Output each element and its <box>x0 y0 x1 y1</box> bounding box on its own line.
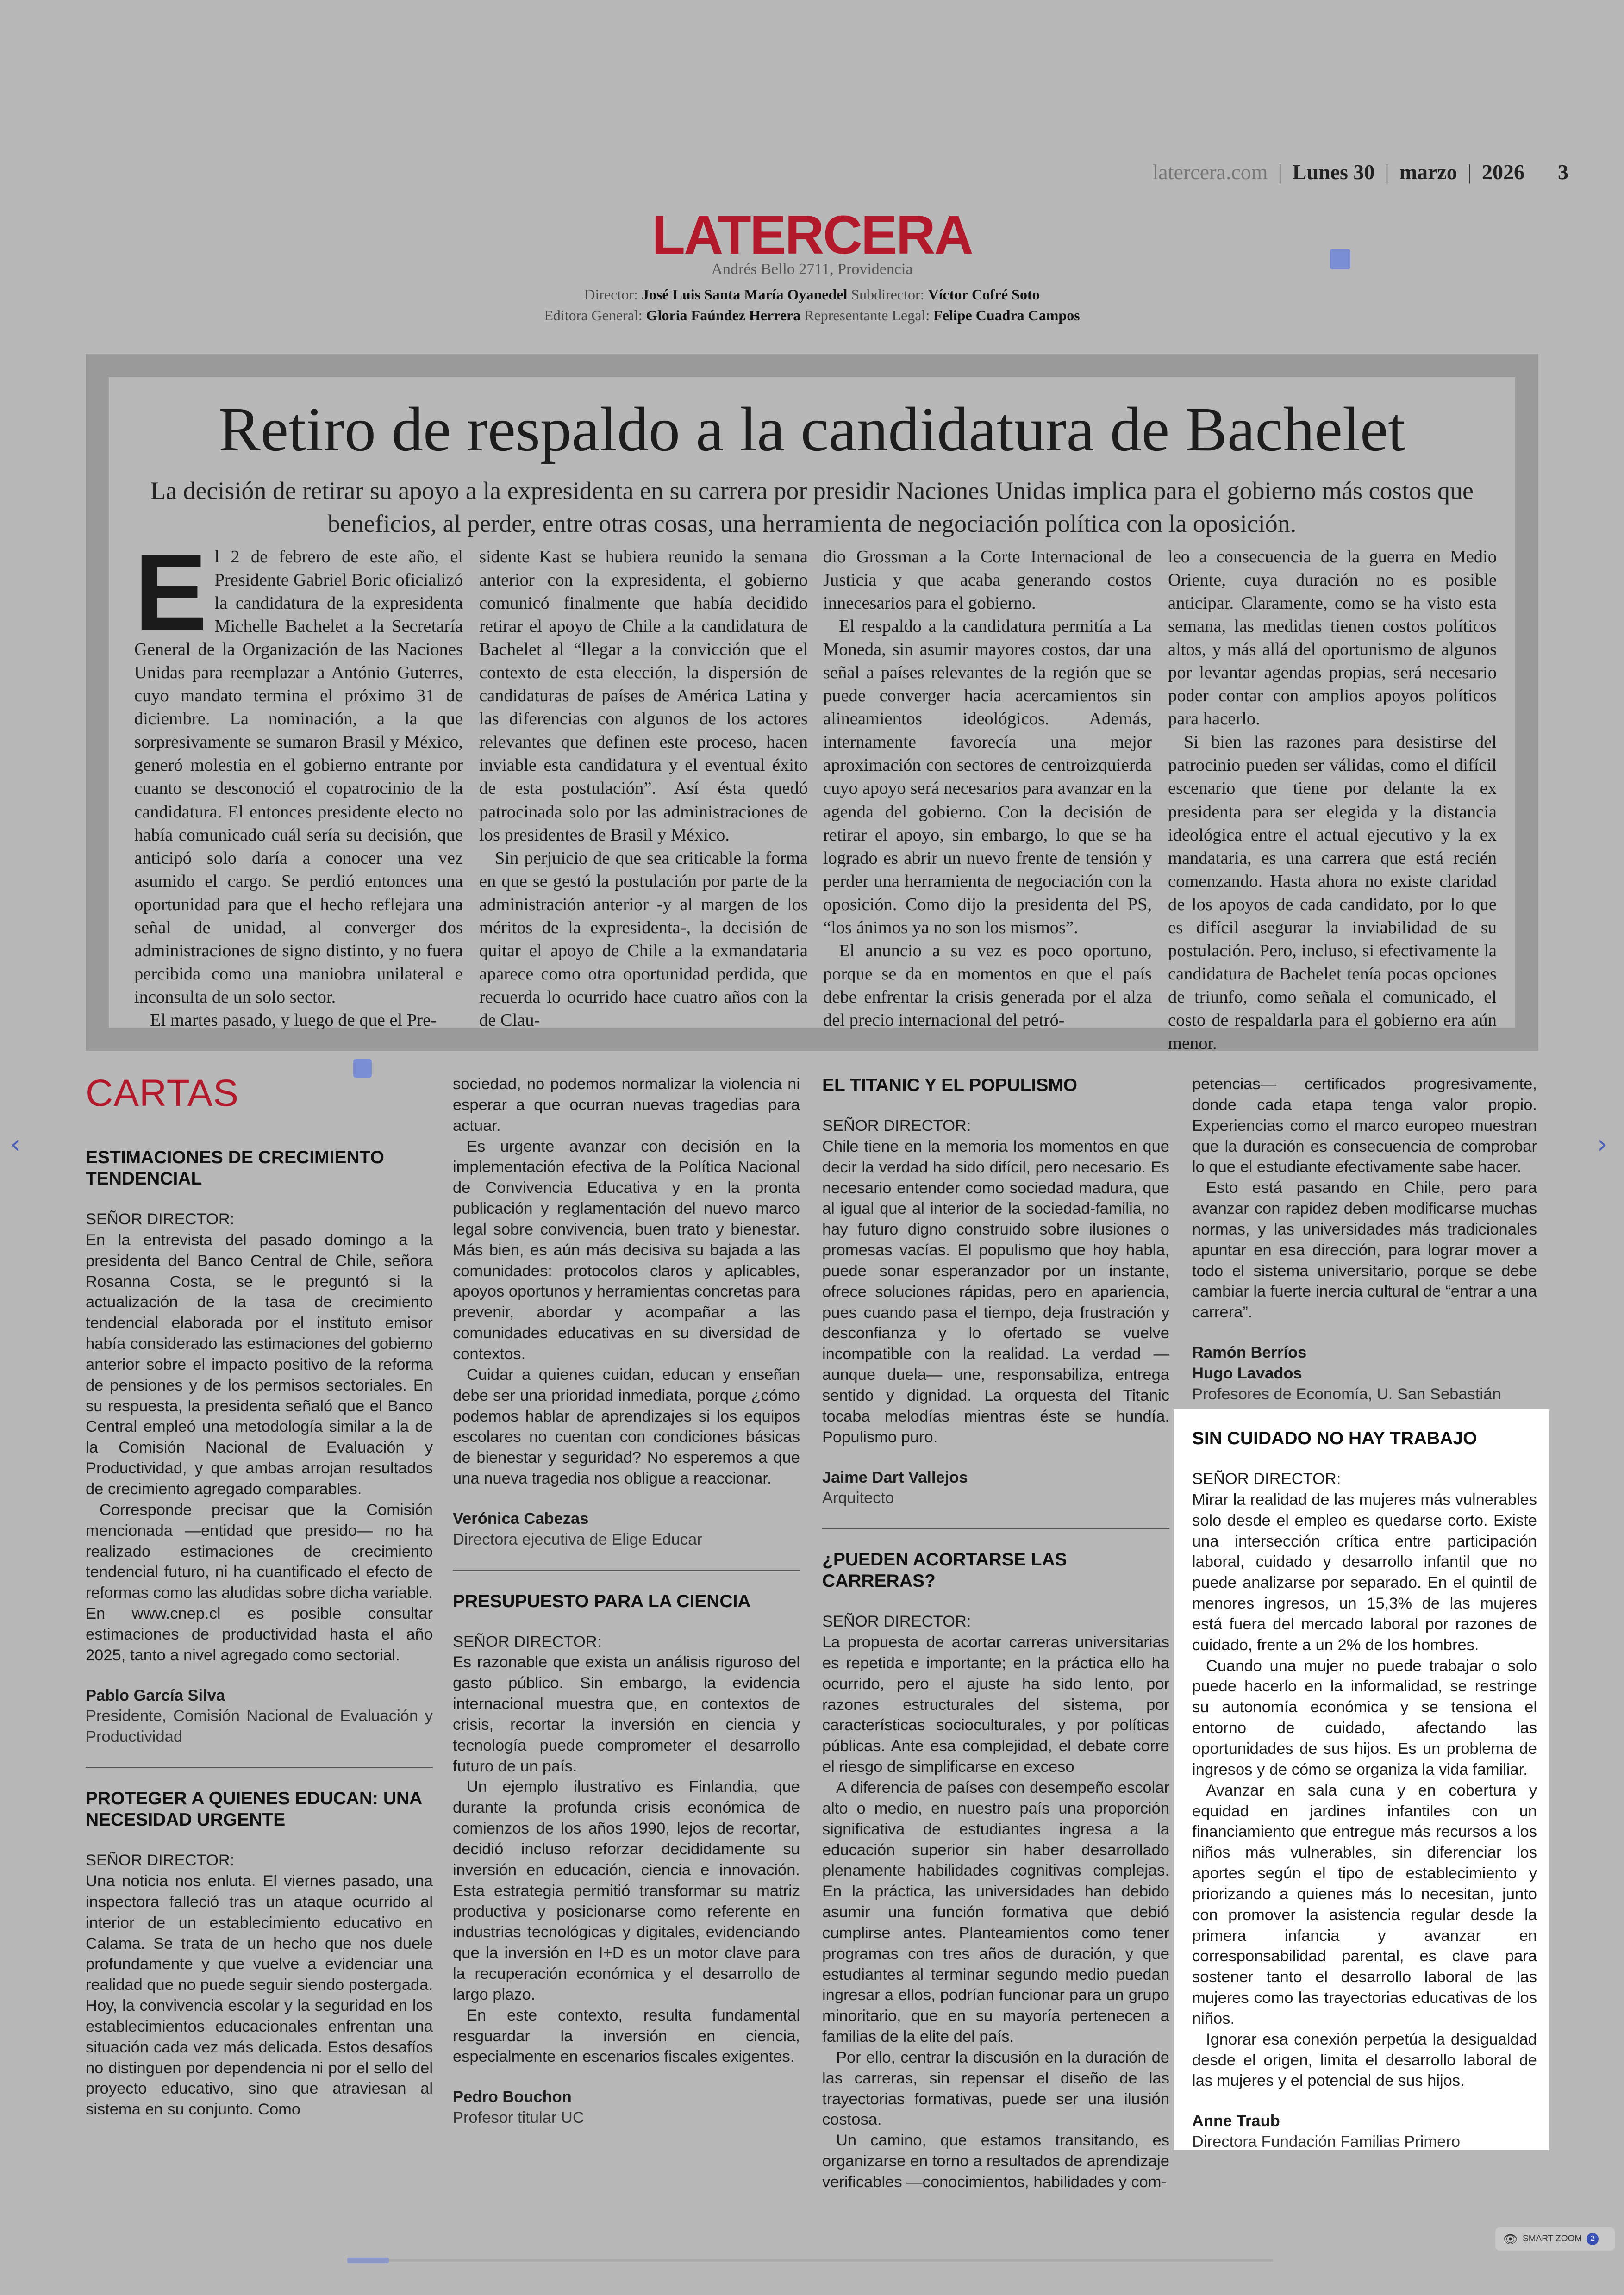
letter-paragraph: Cuidar a quienes cuidan, educan y enseñan debe ser una prioridad inmediata, porque ¿cómo podemos hablar de aprendizajes si los equipos escolares no cuentan con condiciones básicas de bienestar y seguridad? No esperemos a que una nueva tragedia nos obligue a reaccionar. <box>453 1366 800 1488</box>
letter-author-role: Presidente, Comisión Nacional de Evaluación y Productividad <box>86 1707 433 1746</box>
editorial-column-3 <box>823 545 1152 1032</box>
newspaper-logo: LATERCERA <box>652 205 972 266</box>
letter-title: ¿PUEDEN ACORTARSE LAS CARRERAS? <box>822 1550 1067 1591</box>
letter-author-role: Directora ejecutiva de Elige Educar <box>453 1530 702 1548</box>
letter-paragraph: Cuando una mujer no puede trabajar o solo puede hacerlo en la informalidad, se restringe su autonomía económica y se tensiona el entorno de cuidado, afectando las oportunidades de sus hijos. Es un problema de ingresos y de cómo se organiza la vida familiar. <box>1192 1657 1537 1778</box>
editorial-paragraph: El 2 de febrero de este año, el Presidente Gabriel Boric oficializó la candidatura de la expresidenta Michelle Bachelet a la Secretaría General de la Organización de las Naciones Unidas para reemplazar a António Guterres, cuyo mandato termina el próximo 31 de diciembre. La nominación, a la que sorpresivamente se sumaron Brasil y México, generó molestia en el gobierno entrante por cuanto se desconoció el copatrocinio de la candidatura. El entonces presidente electo no había comunicado cuál sería su decisión, que anticipó solo daría a conocer una vez asumido el cargo. Se perdió entonces una oportunidad para que el hecho reflejara una señal de unidad, al converger dos administraciones de signo distinto, y no fuera percibida como una maniobra unilateral e inconsulta de un solo sector. <box>134 531 463 1007</box>
letter-title: PROTEGER A QUIENES EDUCAN: UNA NECESIDAD URGENTE <box>86 1789 422 1830</box>
eye-icon: 👁 <box>1503 2232 1518 2246</box>
salutation: SEÑOR DIRECTOR: <box>86 1210 235 1229</box>
salutation: SEÑOR DIRECTOR: <box>86 1852 235 1870</box>
staff-line-2: Editora General: Gloria Faúndez Herrera Representante Legal: Felipe Cuadra Campos <box>544 307 1080 324</box>
letter-author-role: Arquitecto <box>822 1489 894 1507</box>
letter-paragraph: A diferencia de países con desempeño escolar alto o medio, en nuestro país una proporción significativa de estudiantes ingresa a la educación superior sin haber desarrollado plenamente habilidades cognitivas complejas. En la práctica, las universidades han debido asumir una función formativa que debió cumplirse antes. Planteamientos como tener programas con tres años de duración, y que estudiantes al terminar segundo medio puedan ingresar a ellos, podrían funcionar para un grupo minoritario, que en su mayoría pertenecen a familias de la elite del país. <box>822 1778 1169 2046</box>
divider <box>86 1767 433 1768</box>
smart-zoom-badge: 2 <box>1587 2233 1599 2245</box>
salutation: SEÑOR DIRECTOR: <box>822 1613 971 1631</box>
letter-title: ESTIMACIONES DE CRECIMIENTO TENDENCIAL <box>86 1148 385 1189</box>
bookmark-flag-icon[interactable] <box>353 1059 372 1078</box>
letter-author: Jaime Dart Vallejos <box>822 1468 968 1486</box>
editorial-title: Retiro de respaldo a la candidatura de Bachelet <box>219 395 1405 464</box>
letter-paragraph: Ignorar esa conexión perpetúa la desigualdad desde el origen, limita el desarrollo laboral de las mujeres y el potencial de sus hijos. <box>1192 2030 1537 2090</box>
letters-column-4-box <box>1192 1428 1537 2152</box>
letter-paragraph: Un ejemplo ilustrativo es Finlandia, que durante la profunda crisis económica de comienzos de los años 1990, lejos de recortar, decidió incluso reforzar decididamente su inversión en educación, ciencia e innovación. Esta estrategia permitió transformar su matriz productiva y posicionarse como referente en industrias tecnológicas y digitales, evidenciando que la inversión en I+D es un motor clave para la recuperación económica y el desarrollo de largo plazo. <box>453 1778 800 2003</box>
letter-author-role: Directora Fundación Familias Primero <box>1192 2133 1461 2151</box>
editorial-paragraph: El martes pasado, y luego de que el Pre- <box>150 1010 437 1030</box>
editorial-deck: La decisión de retirar su apoyo a la expresidenta en su carrera por presidir Naciones Unidas implica para el gobierno más costos que beneficios, al perder, entre otras cosas, una herramienta de negociación política con la oposición. <box>150 477 1474 538</box>
date-bar: latercera.com | Lunes 30 | marzo | 2026 3 <box>1152 160 1568 184</box>
chevron-left-icon[interactable]: ‹ <box>10 1129 21 1160</box>
letter-title: PRESUPUESTO PARA LA CIENCIA <box>453 1591 751 1611</box>
drop-cap: E <box>134 531 207 654</box>
section-title-cartas: CARTAS <box>86 1072 239 1114</box>
address: Andrés Bello 2711, Providencia <box>711 261 913 278</box>
date-year: 2026 <box>1482 160 1524 184</box>
letter-author-role: Profesores de Economía, U. San Sebastián <box>1192 1385 1501 1403</box>
letter-paragraph: Mirar la realidad de las mujeres más vulnerables solo desde el empleo es quedarse corto. Existe una intersección crítica entre participación laboral, cuidado y desarrollo infantil que no puede analizarse por separado. En el quintil de menores ingresos, un 15,3% de las mujeres está fuera del mercado laboral por razones de cuidado, frente a un 2% de los hombres. <box>1192 1491 1537 1654</box>
letter-author-role: Profesor titular UC <box>453 2109 584 2127</box>
letter-paragraph: Por ello, centrar la discusión en la duración de las carreras, sin repensar el diseño de las trayectorias formativas, puede ser una ilusión costosa. <box>822 2048 1169 2129</box>
smart-zoom-button[interactable] <box>1495 2227 1615 2251</box>
letter-title: SIN CUIDADO NO HAY TRABAJO <box>1192 1428 1477 1448</box>
editorial-paragraph: sidente Kast se hubiera reunido la semana anterior con la expresidenta, el gobierno comunicó finalmente que había decidido retirar el apoyo de Chile a la candidatura de Bachelet al “llegar a la convicción que el contexto de esta elección, la dispersión de candidaturas de países de América Latina y las diferencias con algunos de los actores relevantes que definen este proceso, hacen inviable esta candidatura y el eventual éxito de esta postulación”. Así ésta quedó patrocinada solo por las administraciones de los presidentes de Brasil y México. <box>479 547 808 845</box>
letter-paragraph: Es razonable que exista un análisis riguroso del gasto público. Sin embargo, la evidencia internacional muestra que, en contextos de crisis, recortar la inversión en ciencia y tecnología puede comprometer el desarrollo futuro de un país. <box>453 1653 800 1775</box>
bookmark-flag-icon[interactable] <box>1330 249 1350 269</box>
letter-author: Ramón Berríos <box>1192 1344 1307 1362</box>
chevron-right-icon[interactable]: › <box>1597 1129 1608 1160</box>
scrollbar-thumb[interactable] <box>347 2258 389 2263</box>
letter-paragraph: petencias— certificados progresivamente, donde cada etapa tenga valor propio. Experiencias como el marco europeo muestran que la duración es consecuencia de comprobar lo que el estudiante efectivamente sabe hacer. <box>1192 1075 1537 1176</box>
letter-paragraph: Es urgente avanzar con decisión en la implementación efectiva de la Política Nacional de Convivencia Educativa y en la pronta publicación y reglamentación del nuevo marco legal sobre convivencia, buen trato y bienestar. Más bien, es aún más decisiva su bajada a las comunidades: protocolos claros y aplicables, apoyos oportunos y herramientas concretas para prevenir, abordar y acompañar a las comunidades educativas en su diversidad de contextos. <box>453 1137 800 1363</box>
letter-paragraph: En este contexto, resulta fundamental resguardar la inversión en ciencia, especialmente en escenarios fiscales exigentes. <box>453 2006 800 2066</box>
divider <box>822 1528 1169 1529</box>
letter-paragraph: Un camino, que estamos transitando, es organizarse en torno a resultados de aprendizaje verificables —conocimientos, habilidades y com- <box>822 2132 1169 2191</box>
salutation: SEÑOR DIRECTOR: <box>1192 1470 1341 1488</box>
letter-author: Pedro Bouchon <box>453 2088 572 2106</box>
letter-paragraph: sociedad, no podemos normalizar la violencia ni esperar a que ocurran nuevas tragedias para actuar. <box>453 1075 800 1135</box>
letter-title: EL TITANIC Y EL POPULISMO <box>822 1075 1078 1095</box>
letter-paragraph: La propuesta de acortar carreras universitarias es repetida e importante; en la práctica ello ha ocurrido, pero el ajuste ha sido lento, por razones estructurales del sistema, por características socioculturales, y por políticas públicas. Ante esa complejidad, el debate corre el riesgo de simplificarse en exceso <box>822 1634 1169 1776</box>
letter-paragraph: Una noticia nos enluta. El viernes pasado, una inspectora falleció tras un ataque ocurrido al interior de un establecimiento educativo en Calama. Se trata de un hecho que nos duele profundamente y que vuelve a evidenciar una realidad que no puede seguir siendo postergada. Hoy, la convivencia escolar y la seguridad en los establecimientos educacionales enfrentan una situación cada vez más delicada. Estos desafíos no distinguen por dependencia ni por el sello del proyecto educativo, sino que atraviesan al sistema en su conjunto. Como <box>86 1872 433 2119</box>
editorial-column-4 <box>1168 545 1497 1055</box>
editorial-paragraph: dio Grossman a la Corte Internacional de Justicia y que acaba generando costos innecesarios para el gobierno. <box>823 547 1152 613</box>
letter-paragraph: Avanzar en sala cuna y en cobertura y equidad en jardines infantiles con un financiamiento que entregue más recursos a los niños más vulnerables, sin diferenciar los aportes según el tipo de establecimiento y priorizando a quienes más lo necesitan, junto con promover la asistencia regular desde la primera infancia y avanzar en corresponsabilidad parental, es clave para sostener tanto el desarrollo laboral de las mujeres como las trayectorias educativas de los niños. <box>1192 1781 1537 2027</box>
letters-column-1 <box>86 1147 433 2120</box>
page-scrollbar[interactable] <box>347 2259 1273 2262</box>
editorial-paragraph: El respaldo a la candidatura permitía a La Moneda, sin asumir mayores costos, dar una señal a países relevantes de la región que se puede converger hacia acercamientos sin alineamientos ideológicos. Además, internamente favorecía una mejor aproximación con sectores de centroizquierda cuyo apoyo será necesarios para avanzar en la agenda del gobierno. Con la decisión de retirar el apoyo, sin embargo, lo que se ha logrado es abrir un nuevo frente de tensión y perder una herramienta de negociación con la oposición. Como dijo la presidenta del PS, “los ánimos ya no son los mismos”. <box>823 617 1152 937</box>
site-name: latercera.com <box>1152 160 1268 184</box>
letters-column-2 <box>453 1074 800 2128</box>
editorial-column-2 <box>479 545 808 1032</box>
smart-zoom-label: SMART ZOOM <box>1523 2234 1582 2244</box>
letter-paragraph: Chile tiene en la memoria los momentos en que decir la verdad ha sido difícil, pero necesario. Es necesario entender como sociedad madura, que al igual que al interior de la sociedad-familia, no hay futuro digno construido sobre ilusiones o promesas vacías. El populismo que hoy habla, puede sonar esperanzador por un instante, ofrece soluciones rápidas, pero en apariencia, pues cuando pasa el tiempo, deja frustración y desconfianza y lo ofertado se vuelve incompatible con la realidad. La verdad —aunque duela— une, responsabiliza, entrega sentido y dignidad. La orquesta del Titanic tocaba melodías mientras éste se hundía. Populismo puro. <box>822 1137 1169 1446</box>
salutation: SEÑOR DIRECTOR: <box>822 1117 971 1135</box>
salutation: SEÑOR DIRECTOR: <box>453 1633 602 1651</box>
letter-author: Anne Traub <box>1192 2112 1280 2130</box>
editorial-paragraph: Si bien las razones para desistirse del patrocinio pueden ser válidas, como el difícil escenario que tiene por delante la ex presidenta para ser elegida y la distancia ideológica entre el actual ejecutivo y la ex mandataria, es una carrera que está recién comenzando. Hasta ahora no existe claridad de los apoyos de cada candidato, por lo que es difícil asegurar la inviabilidad de su postulación. Pero, incluso, si efectivamente la candidatura de Bachelet tenía pocas opciones de triunfo, como señala el comunicado, el costo de respaldarla para el gobierno era aún menor. <box>1168 732 1497 1053</box>
letter-paragraph: Corresponde precisar que la Comisión mencionada —entidad que presido— no ha realizado estimaciones de crecimiento tendencial futuro, ni ha cuantificado el efecto de reformas como las aludidas sobre dicha variable. En www.cnep.cl es posible consultar estimaciones de productividad hasta el año 2025, tanto a nivel agregado como sectorial. <box>86 1501 433 1664</box>
letter-author: Hugo Lavados <box>1192 1364 1302 1382</box>
letters-column-4 <box>1192 1074 1537 1405</box>
letter-author: Verónica Cabezas <box>453 1509 589 1528</box>
staff-line-1: Director: José Luis Santa María Oyanedel Subdirector: Víctor Cofré Soto <box>584 286 1040 303</box>
letter-author: Pablo García Silva <box>86 1686 225 1704</box>
letter-paragraph: En la entrevista del pasado domingo a la presidenta del Banco Central de Chile, señora Rosanna Costa, se le preguntó si la actualización de la tasa de crecimiento tendencial elaborada por el instituto emisor había considerado las estimaciones del gobierno anterior sobre el impacto positivo de la reforma de pensiones y de los permisos sectoriales. En su respuesta, la presidenta señaló que el Banco Central empleó una metodología similar a la de la Comisión Nacional de Evaluación y Productividad, y que ambas arrojan resultados de crecimiento agregado comparables. <box>86 1231 433 1498</box>
editorial-paragraph: leo a consecuencia de la guerra en Medio Oriente, cuya duración no es posible anticipar. Claramente, como se ha visto esta semana, las medidas tienen costos políticos altos, y más allá del oportunismo de algunos por levantar agendas propias, será necesario poder contar con amplios apoyos políticos para hacerlo. <box>1168 547 1497 729</box>
editorial-column-1 <box>134 531 463 1032</box>
letter-paragraph: Esto está pasando en Chile, pero para avanzar con rapidez deben modificarse muchas normas, y las universidades más tradicionales apuntar en esa dirección, para lograr mover a todo el sistema universitario, porque se debe cambiar la fuerte inercia cultural de “entrar a una carrera”. <box>1192 1179 1537 1322</box>
divider <box>453 1570 800 1571</box>
page-number: 3 <box>1558 160 1568 184</box>
editorial-paragraph: El anuncio a su vez es poco oportuno, porque se da en momentos en que el país debe enfrentar la crisis generada por el alza del precio internacional del petró- <box>823 941 1152 1030</box>
date-month: marzo <box>1399 160 1457 184</box>
letters-column-3 <box>822 1075 1169 2193</box>
date-day: Lunes 30 <box>1292 160 1375 184</box>
editorial-paragraph: Sin perjuicio de que sea criticable la forma en que se gestó la postulación por parte de la administración anterior -y al margen de los méritos de la expresidenta-, la decisión de quitar el apoyo de Chile a la exmandataria aparece como otra oportunidad perdida, que recuerda lo ocurrido hace cuatro años con la de Clau- <box>479 848 808 1030</box>
